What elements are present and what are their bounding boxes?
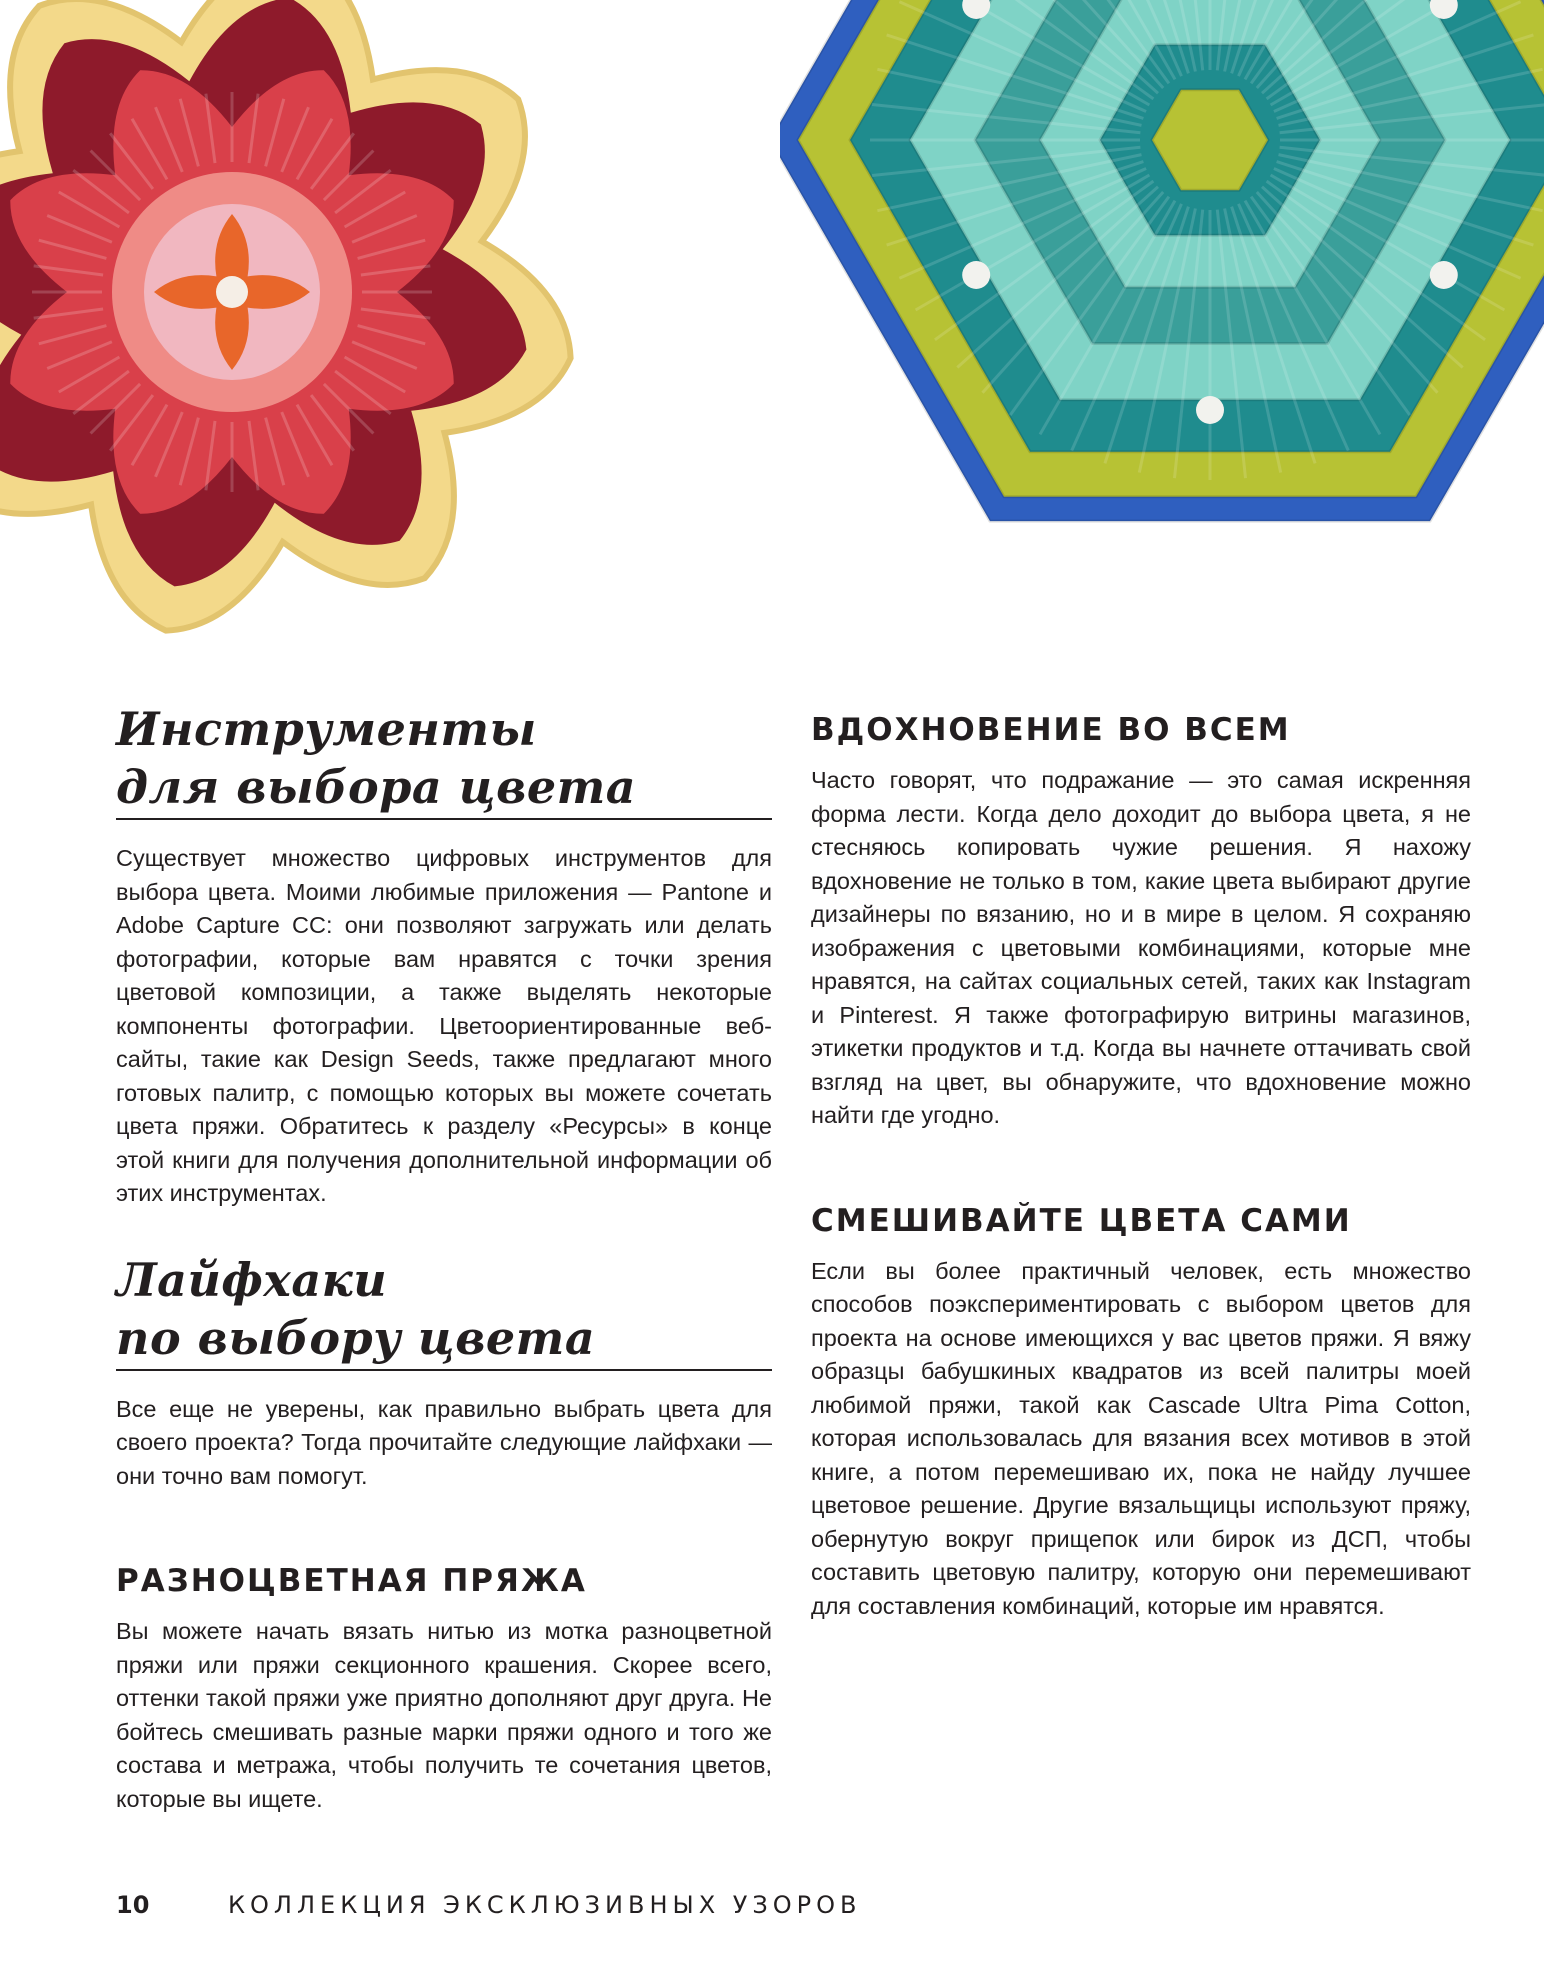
- variegated-yarn-body: Вы можете начать вязать нитью из мотка разноцветной пряжи или пряжи секционного крашения. Скорее всего, оттенки такой пряжи уже приятно дополняют друг друга. Не бойтесь смешивать разные марки пряжи одного и того же состава и метража, чтобы получить те сочетания цветов, которые вы ищете.: [116, 1618, 772, 1812]
- variegated-yarn-heading: РАЗНОЦВЕТНАЯ ПРЯЖА: [116, 1563, 587, 1599]
- hexagon-motif-illustration: [780, 0, 1544, 615]
- inspiration-body: Часто говорят, что подражание — это самая искренняя форма лести. Когда дело доходит до выбора цвета, я не стесняюсь копировать чужие решения. Я нахожу вдохновение не только в том, какие цвета выбирают другие дизайнеры по вязанию, но и в мире в целом. Я сохраняю изображения с цветовыми комбинациями, которые мне нравятся, на сайтах социальных сетей, таких как Instagram и Pinterest. Я также фотографирую витрины магазинов, этикетки продуктов и т.д. Когда вы начнете оттачивать свой взгляд на цвет, вы обнаружите, что вдохновение можно найти где угодно.: [811, 767, 1471, 1128]
- flower-layers: [0, 0, 571, 631]
- variegated-yarn-section: [116, 1561, 772, 1816]
- lifehacks-heading-line1: Лайфхаки: [116, 1252, 388, 1307]
- flower-motif-illustration: [0, 0, 600, 670]
- lifehacks-section: [116, 1251, 772, 1494]
- flower-motif-photo: [0, 0, 600, 670]
- page-number: 10: [116, 1891, 150, 1919]
- inspiration-section: [811, 710, 1471, 1133]
- tools-heading-line2: для выбора цвета: [116, 760, 637, 814]
- hexagon-rounds: [780, 0, 1544, 521]
- lifehacks-heading: [116, 1251, 772, 1371]
- tools-heading: [116, 700, 772, 820]
- running-title: КОЛЛЕКЦИЯ ЭКСКЛЮЗИВНЫХ УЗОРОВ: [228, 1891, 862, 1919]
- right-column: [811, 700, 1471, 1623]
- mix-colors-body: Если вы более практичный человек, есть множество способов поэкспериментировать с выбором цветов для проекта на основе имеющихся у вас цветов пряжи. Я вяжу образцы бабушкиных квадратов из всей палитры моей любимой пряжи, такой как Cascade Ultra Pima Cotton, которая использовалась для вязания всех мотивов в этой книге, а потом перемешиваю их, пока не найду лучшее цветовое решение. Другие вязальщицы используют пряжу, обернутую вокруг прищепок или бирок из ДСП, чтобы составить цветовую палитру, которую они перемешивают для составления комбинаций, которые им нравятся.: [811, 1257, 1471, 1619]
- tools-section: [116, 700, 772, 1211]
- left-column: [116, 700, 772, 1816]
- inspiration-heading: ВДОХНОВЕНИЕ ВО ВСЕМ: [811, 712, 1291, 748]
- lifehacks-heading-line2: по выбору цвета: [116, 1310, 596, 1365]
- tools-heading-line1: Инструменты: [116, 702, 537, 756]
- mix-colors-heading: СМЕШИВАЙТЕ ЦВЕТА САМИ: [811, 1202, 1352, 1239]
- lifehacks-body: Все еще не уверены, как правильно выбрать цвета для своего проекта? Тогда прочитайте следующие лайфхаки — они точно вам помогут.: [116, 1395, 772, 1489]
- mix-colors-section: [811, 1201, 1471, 1624]
- tools-body: Существует множество цифровых инструментов для выбора цвета. Моими любимые приложения — Pantone и Adobe Capture CC: они позволяют загружать или делать фотографии, которые вам нравятся с точки зрения цветовой композиции, а также выделять некоторые компоненты фотографии. Цветоориентированные веб-сайты, такие как Design Seeds, также предлагают много готовых палитр, с помощью которых вы можете сочетать цвета пряжи. Обратитесь к разделу «Ресурсы» в конце этой книги для получения дополнительной информации об этих инструментах.: [116, 845, 772, 1206]
- page-footer: [116, 1885, 862, 1925]
- hexagon-motif-photo: [780, 0, 1544, 615]
